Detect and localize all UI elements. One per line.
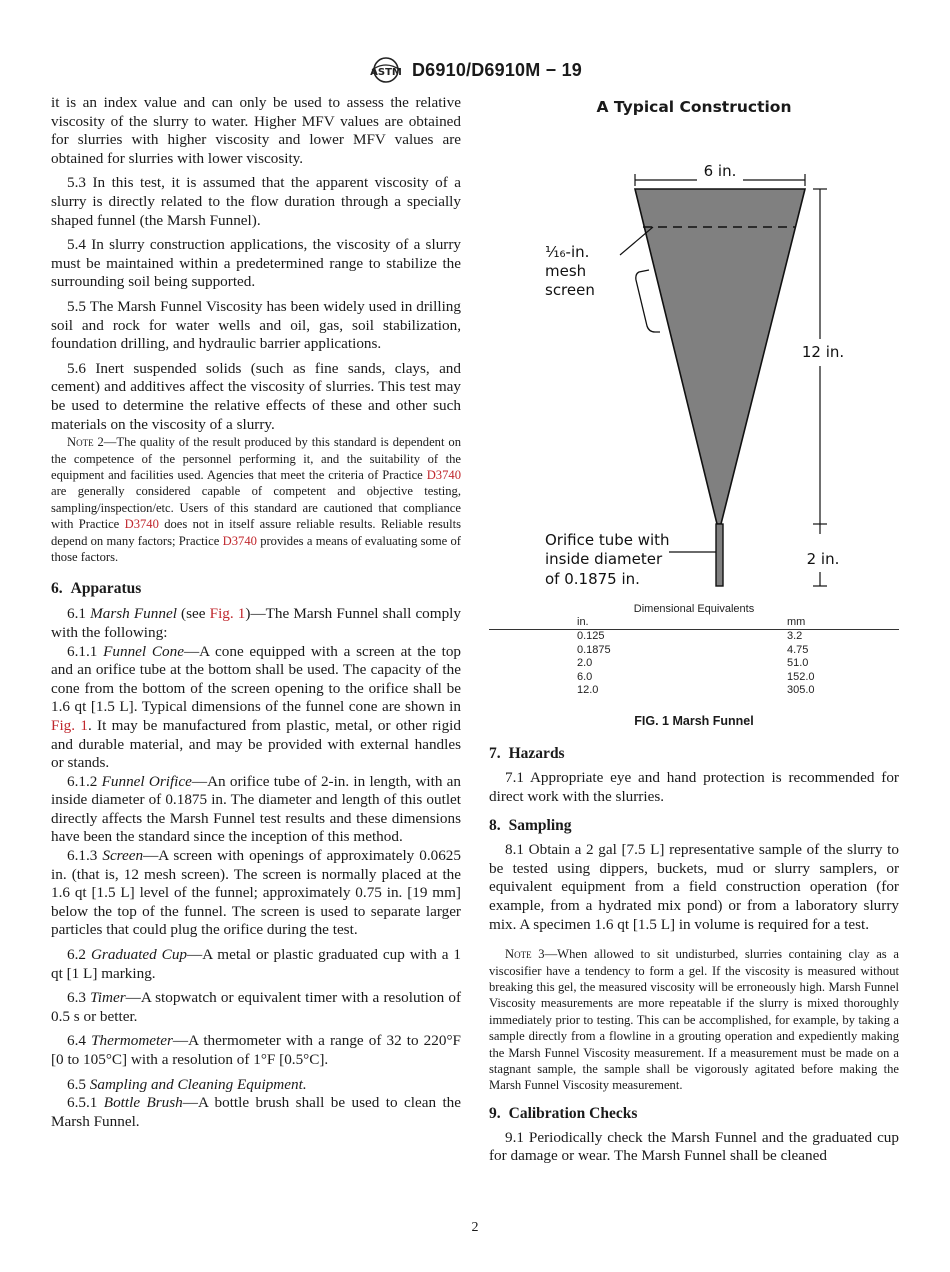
marsh-funnel-diagram (489, 94, 899, 594)
svg-text:Orifice tube with: Orifice tube with (545, 531, 670, 549)
table-row: 12.0 305.0 (577, 684, 815, 696)
paragraph-9-1: 9.1 Periodically check the Marsh Funnel and the graduated cup for damage or wear. The Marsh Funnel shall be cleaned (489, 1128, 899, 1165)
dimension-top-width: 6 in. (703, 162, 737, 180)
figure-title: A Typical Construction (596, 98, 792, 116)
svg-text:inside diameter: inside diameter (545, 550, 663, 568)
paragraph-5-5: 5.5 The Marsh Funnel Viscosity has been widely used in drilling soil and rock for water wells and oil, gas, soil stabilization, foundation drilling, and hydraulic barrier applications. (51, 297, 461, 353)
section-heading-apparatus: 6. Apparatus (51, 580, 142, 598)
link-fig-1[interactable]: Fig. 1 (209, 605, 246, 623)
paragraph-6-1-2: 6.1.2 Funnel Orifice—An orifice tube of 2-in. in length, with an inside diameter of 0.1875 in. The diameter and length of this outlet directly affects the Marsh Funnel test results and these dimensions have been the standard since the inception of this method. (51, 772, 461, 846)
orifice-tube (716, 524, 723, 586)
paragraph-5-3: 5.3 In this test, it is assumed that the apparent viscosity of a slurry is directly related to the flow duration through a specially shaped funnel (the Marsh Funnel). (51, 174, 461, 229)
link-fig-1[interactable]: Fig. 1 (51, 716, 88, 734)
svg-text:¹⁄₁₆-in.: ¹⁄₁₆-in. (545, 243, 590, 261)
dimension-cone-height: 12 in. (801, 343, 845, 361)
standard-designation: D6910/D6910M − 19 (411, 59, 582, 80)
paragraph-6-1: 6.1 Marsh Funnel (see Fig. 1)—The Marsh Funnel shall comply with the following: (51, 605, 461, 641)
section-heading-calibration-checks: 9. Calibration Checks (489, 1104, 638, 1122)
page-header (0, 56, 950, 84)
table-header: in. mm (489, 616, 899, 630)
figure-1 (489, 94, 899, 734)
svg-text:of 0.1875 in.: of 0.1875 in. (545, 570, 640, 588)
table-row: 0.1875 4.75 (577, 643, 809, 656)
table-row: 0.125 3.2 (577, 630, 803, 642)
svg-text:screen: screen (545, 281, 595, 299)
paragraph-6-1-1: 6.1.1 Funnel Cone—A cone equipped with a screen at the top and an orifice tube at the bottom shall be used. The capacity of the cone from the bottom of the screen opening to the orifice shall be 1.6 qt [1.5 L]. Typical dimensions of the funnel cone are shown in Fig. 1. It may be manufactured from plastic, metal, or other rigid and durable material, and may be provided with external handles or stands. (51, 642, 462, 772)
paragraph-6-5-1: 6.5.1 Bottle Brush—A bottle brush shall be used to clean the Marsh Funnel. (51, 1094, 462, 1130)
paragraph-6-3: 6.3 Timer—A stopwatch or equivalent timer with a resolution of 0.5 s or better. (51, 989, 462, 1025)
paragraph-8-1: 8.1 Obtain a 2 gal [7.5 L] representative sample of the slurry to be tested using dippers, buckets, mud or slurry samplers, or equivalent equipment from a field construction operation (for example, from a hydrated mix pond) or from a laboratory slurry mix. A specimen 1.6 qt [1.5 L] in volume is required for a test. (489, 841, 899, 933)
note-3: Note 3—When allowed to sit undisturbed, slurries containing clay as a viscosifier have a tendency to form a gel. If the viscosity is measured without breaking this gel, the measured viscosity will be erroneously high. Marsh Funnel Viscosity measurements are more repeatable if the slurry is mixed thoroughly immediately prior to testing. This can be accomplished, for example, by taking a sample directly from a flowline in a grouting operation and expediently making the Marsh Funnel Viscosity measurement. If a measurement must be made on a stagnant sample, the sample shall be vigorously agitated before making the Marsh Funnel Viscosity measurement. (489, 947, 899, 1093)
table-row: 6.0 152.0 (577, 670, 815, 683)
paragraph-5-6: 5.6 Inert suspended solids (such as fine sands, clays, and cement) and additives affect the viscosity of slurries. This test may be used to determine the relative effects of these and other such materials on the viscosity of a slurry. (51, 359, 461, 433)
paragraph-5-4: 5.4 In slurry construction applications, the viscosity of a slurry must be maintained within a predetermined range to stabilize the surrounding soil being supported. (51, 236, 461, 291)
paragraph-7-1: 7.1 Appropriate eye and hand protection is recommended for direct work with the slurries. (489, 769, 899, 805)
dimensional-equivalents-table: Dimensional Equivalents in. mm 0.125 3.2 0.1875 4.75 2.0 51.0 6.0 152.0 12.0 305.0 (489, 602, 899, 698)
page-number: 2 (471, 1220, 479, 1235)
link-d3740[interactable]: D3740 (426, 467, 461, 482)
right-column (489, 744, 899, 1166)
paragraph-6-4: 6.4 Thermometer—A thermometer with a range of 32 to 220°F [0 to 105°C] with a resolution of 1°F [0.5°C]. (51, 1032, 461, 1068)
section-heading-sampling: 8. Sampling (489, 817, 572, 835)
funnel-cone (635, 189, 805, 524)
svg-text:ASTM: ASTM (370, 67, 402, 78)
link-d3740[interactable]: D3740 (222, 533, 257, 548)
paragraph-6-5: 6.5 Sampling and Cleaning Equipment. (67, 1075, 307, 1093)
section-heading-hazards: 7. Hazards (489, 745, 565, 762)
dimension-tube-length: 2 in. (806, 550, 840, 568)
figure-caption: FIG. 1 Marsh Funnel (634, 714, 754, 728)
svg-text:mesh: mesh (545, 262, 587, 280)
paragraph-6-2: 6.2 Graduated Cup—A metal or plastic graduated cup with a 1 qt [1 L] marking. (51, 946, 462, 982)
paragraph-6-1-3: 6.1.3 Screen—A screen with openings of approximately 0.0625 in. (that is, 12 mesh screen). The screen is normally placed at the 1.6 qt [1.5 L] level of the funnel; approximately 0.75 in. [19 mm] below the top of the funnel. The screen is used to separate larger particles that could plug the orifice during the test. (51, 847, 461, 939)
left-column (51, 94, 461, 1131)
astm-logo-icon (368, 56, 404, 84)
link-d3740[interactable]: D3740 (124, 517, 159, 532)
paragraph-5-2-continued: it is an index value and can only be used to assess the relative viscosity of the slurry to water. Higher MFV values are obtained for slurries with higher viscosity and lower MFV values are obtained for slurries with lower viscosity. (51, 94, 461, 167)
table-row: 2.0 51.0 (577, 657, 809, 669)
note-2: Note 2—The quality of the result produced by this standard is dependent on the competence of the personnel performing it, and the suitability of the equipment and facilities used. Agencies that meet the criteria of Practice D3740 are generally considered capable of competent and objective testing, sampling/inspection/etc. Users of this standard are cautioned that compliance with Practice D3740 does not in itself assure reliable results. Reliable results depend on many factors; Practice D3740 provides a means of evaluating some of those factors. (51, 435, 462, 564)
